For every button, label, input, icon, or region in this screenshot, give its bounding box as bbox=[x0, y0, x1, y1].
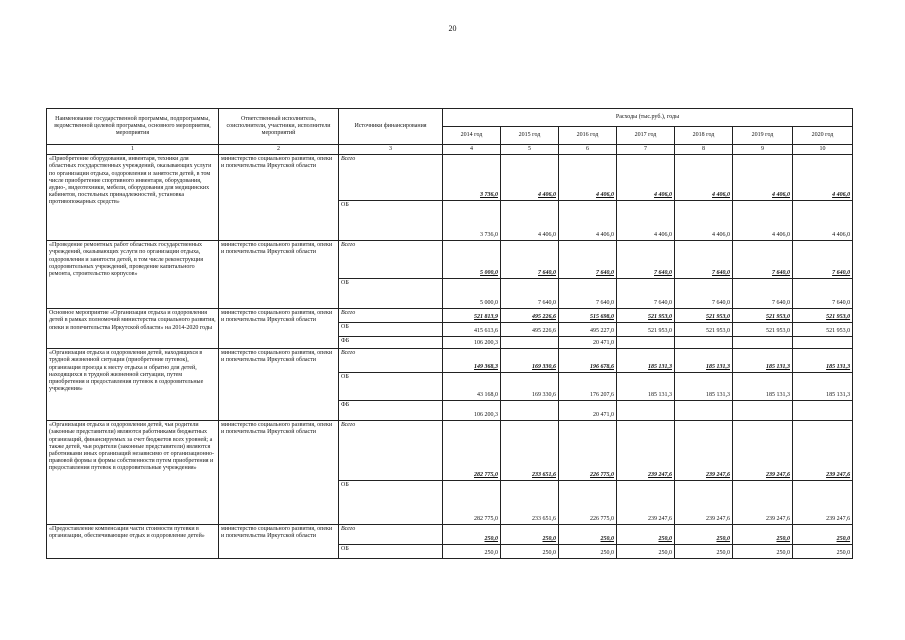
column-number: 3 bbox=[339, 145, 443, 155]
header-year: 2016 год bbox=[559, 127, 617, 145]
header-year: 2017 год bbox=[617, 127, 675, 145]
amount-cell: 7 640,0 bbox=[733, 279, 793, 309]
amount-cell: 4 406,0 bbox=[675, 155, 733, 201]
table-row bbox=[47, 525, 853, 545]
funding-source: Всего bbox=[339, 525, 443, 545]
amount-cell: 4 406,0 bbox=[675, 201, 733, 241]
amount-cell: 239 247,6 bbox=[617, 481, 675, 525]
amount-cell: 250,0 bbox=[733, 545, 793, 559]
amount-cell: 7 640,0 bbox=[793, 279, 853, 309]
activity-name: «Приобретение оборудования, инвентаря, техники для областных государственных учреждений, оказывающих услуги по организации отдыха, оздоровления и занятости детей, в том числе приобретение спортивного инвентаря, оборудования, аудио-, видеотехники, мебели, оборудования для медицинских кабинетов, постельных принадлежностей, установка противопожарных средств» bbox=[47, 155, 219, 241]
funding-source: ОБ bbox=[339, 323, 443, 337]
amount-cell: 20 471,0 bbox=[559, 401, 617, 421]
amount-cell: 7 640,0 bbox=[617, 241, 675, 279]
amount-cell: 250,0 bbox=[617, 525, 675, 545]
amount-cell: 250,0 bbox=[443, 525, 501, 545]
table-row bbox=[47, 349, 853, 373]
amount-cell: 149 368,3 bbox=[443, 349, 501, 373]
amount-cell: 106 200,3 bbox=[443, 401, 501, 421]
responsible-executor: министерство социального развития, опеки и попечительства Иркутской области bbox=[219, 525, 339, 559]
amount-cell: 495 227,0 bbox=[559, 323, 617, 337]
amount-cell bbox=[617, 337, 675, 349]
amount-cell: 7 640,0 bbox=[559, 279, 617, 309]
amount-cell: 239 247,6 bbox=[793, 421, 853, 481]
amount-cell: 4 406,0 bbox=[501, 201, 559, 241]
page-number: 20 bbox=[448, 24, 457, 33]
amount-cell: 495 226,6 bbox=[501, 309, 559, 323]
amount-cell: 7 640,0 bbox=[793, 241, 853, 279]
amount-cell: 4 406,0 bbox=[793, 155, 853, 201]
amount-cell: 185 131,3 bbox=[733, 373, 793, 401]
amount-cell: 7 640,0 bbox=[501, 241, 559, 279]
funding-source: ОБ bbox=[339, 279, 443, 309]
amount-cell: 4 406,0 bbox=[617, 201, 675, 241]
amount-cell: 3 736,0 bbox=[443, 201, 501, 241]
table-row bbox=[47, 241, 853, 279]
amount-cell: 250,0 bbox=[617, 545, 675, 559]
activity-name: Основное мероприятие «Организация отдыха и оздоровления детей в рамках полномочий министерства социального развития, опеки и попечительства Иркутской области» на 2014-2020 годы bbox=[47, 309, 219, 349]
amount-cell: 226 775,0 bbox=[559, 481, 617, 525]
funding-source: ОБ bbox=[339, 201, 443, 241]
funding-source: Всего bbox=[339, 241, 443, 279]
amount-cell: 250,0 bbox=[501, 545, 559, 559]
column-number: 10 bbox=[793, 145, 853, 155]
amount-cell: 4 406,0 bbox=[559, 155, 617, 201]
funding-source: Всего bbox=[339, 349, 443, 373]
amount-cell: 169 330,6 bbox=[501, 349, 559, 373]
header-name: Наименование государственной программы, подпрограммы, ведомственной целевой программы, основного мероприятия, мероприятия bbox=[47, 109, 219, 145]
amount-cell: 282 775,0 bbox=[443, 481, 501, 525]
amount-cell: 3 736,0 bbox=[443, 155, 501, 201]
amount-cell: 185 131,3 bbox=[675, 349, 733, 373]
amount-cell: 239 247,6 bbox=[733, 421, 793, 481]
amount-cell: 7 640,0 bbox=[675, 279, 733, 309]
column-number: 6 bbox=[559, 145, 617, 155]
funding-source: ОБ bbox=[339, 545, 443, 559]
amount-cell: 185 131,3 bbox=[793, 373, 853, 401]
amount-cell: 7 640,0 bbox=[559, 241, 617, 279]
funding-source: Всего bbox=[339, 421, 443, 481]
amount-cell: 250,0 bbox=[733, 525, 793, 545]
amount-cell: 4 406,0 bbox=[733, 155, 793, 201]
amount-cell: 250,0 bbox=[443, 545, 501, 559]
amount-cell: 521 953,0 bbox=[617, 323, 675, 337]
amount-cell bbox=[675, 337, 733, 349]
amount-cell: 43 168,0 bbox=[443, 373, 501, 401]
table-row bbox=[47, 155, 853, 201]
amount-cell: 521 813,9 bbox=[443, 309, 501, 323]
amount-cell: 250,0 bbox=[793, 525, 853, 545]
amount-cell bbox=[501, 337, 559, 349]
amount-cell: 250,0 bbox=[793, 545, 853, 559]
amount-cell: 4 406,0 bbox=[617, 155, 675, 201]
amount-cell: 521 953,0 bbox=[733, 309, 793, 323]
column-number: 4 bbox=[443, 145, 501, 155]
amount-cell: 239 247,6 bbox=[793, 481, 853, 525]
responsible-executor: министерство социального развития, опеки и попечительства Иркутской области bbox=[219, 241, 339, 309]
amount-cell bbox=[793, 401, 853, 421]
header-year: 2014 год bbox=[443, 127, 501, 145]
amount-cell: 250,0 bbox=[501, 525, 559, 545]
amount-cell: 185 131,3 bbox=[617, 373, 675, 401]
activity-name: «Предоставление компенсации части стоимости путевки в организации, обеспечивающие отдых и оздоровление детей» bbox=[47, 525, 219, 559]
amount-cell: 233 651,6 bbox=[501, 421, 559, 481]
amount-cell: 415 613,6 bbox=[443, 323, 501, 337]
amount-cell bbox=[733, 337, 793, 349]
header-year: 2020 год bbox=[793, 127, 853, 145]
amount-cell: 4 406,0 bbox=[793, 201, 853, 241]
amount-cell: 176 207,6 bbox=[559, 373, 617, 401]
amount-cell bbox=[675, 401, 733, 421]
funding-source: ФБ bbox=[339, 401, 443, 421]
amount-cell: 521 953,0 bbox=[733, 323, 793, 337]
column-number: 5 bbox=[501, 145, 559, 155]
amount-cell: 521 953,0 bbox=[617, 309, 675, 323]
amount-cell: 226 775,0 bbox=[559, 421, 617, 481]
amount-cell bbox=[793, 337, 853, 349]
header-year: 2018 год bbox=[675, 127, 733, 145]
column-number: 8 bbox=[675, 145, 733, 155]
budget-table bbox=[46, 108, 853, 559]
activity-name: «Организация отдыха и оздоровления детей, чьи родители (законные представители) являются работниками бюджетных организаций, финансируемых за счет бюджетов всех уровней; а также детей, чьи родители (законные представители) являются работниками иных организаций независимо от организационно-правовой формы и формы собственности путем приобретения и предоставления путевок в оздоровительные учреждения» bbox=[47, 421, 219, 525]
funding-source: ОБ bbox=[339, 373, 443, 401]
header-sources: Источники финансирования bbox=[339, 109, 443, 145]
responsible-executor: министерство социального развития, опеки и попечительства Иркутской области bbox=[219, 309, 339, 349]
amount-cell: 7 640,0 bbox=[675, 241, 733, 279]
amount-cell: 7 640,0 bbox=[617, 279, 675, 309]
amount-cell: 250,0 bbox=[675, 545, 733, 559]
amount-cell: 521 953,0 bbox=[793, 309, 853, 323]
amount-cell bbox=[617, 401, 675, 421]
amount-cell: 7 640,0 bbox=[733, 241, 793, 279]
responsible-executor: министерство социального развития, опеки и попечительства Иркутской области bbox=[219, 155, 339, 241]
responsible-executor: министерство социального развития, опеки и попечительства Иркутской области bbox=[219, 421, 339, 525]
header-year: 2015 год bbox=[501, 127, 559, 145]
amount-cell: 185 131,3 bbox=[617, 349, 675, 373]
amount-cell: 521 953,0 bbox=[675, 323, 733, 337]
amount-cell: 185 131,3 bbox=[793, 349, 853, 373]
amount-cell: 185 131,3 bbox=[675, 373, 733, 401]
funding-source: Всего bbox=[339, 309, 443, 323]
amount-cell: 495 226,6 bbox=[501, 323, 559, 337]
amount-cell: 239 247,6 bbox=[617, 421, 675, 481]
amount-cell: 185 131,3 bbox=[733, 349, 793, 373]
amount-cell: 7 640,0 bbox=[501, 279, 559, 309]
column-number: 9 bbox=[733, 145, 793, 155]
amount-cell: 515 698,0 bbox=[559, 309, 617, 323]
amount-cell: 250,0 bbox=[559, 545, 617, 559]
amount-cell bbox=[733, 401, 793, 421]
amount-cell: 4 406,0 bbox=[501, 155, 559, 201]
table-row bbox=[47, 309, 853, 323]
header-responsible: Ответственный исполнитель, соисполнители, участники, исполнители мероприятий bbox=[219, 109, 339, 145]
amount-cell: 106 200,3 bbox=[443, 337, 501, 349]
column-number: 2 bbox=[219, 145, 339, 155]
amount-cell: 196 678,6 bbox=[559, 349, 617, 373]
amount-cell: 250,0 bbox=[675, 525, 733, 545]
activity-name: «Проведение ремонтных работ областных государственных учреждений, оказывающих услуги по организации отдыха, оздоровления и занятости детей, в том числе реконструкция оздоровительных учреждений, проведение капитального ремонта, строительство корпусов» bbox=[47, 241, 219, 309]
amount-cell: 5 000,0 bbox=[443, 279, 501, 309]
funding-source: ОБ bbox=[339, 481, 443, 525]
amount-cell: 521 953,0 bbox=[793, 323, 853, 337]
funding-source: Всего bbox=[339, 155, 443, 201]
amount-cell: 250,0 bbox=[559, 525, 617, 545]
header-expenses: Расходы (тыс.руб.), годы bbox=[443, 109, 853, 127]
amount-cell: 169 330,6 bbox=[501, 373, 559, 401]
funding-source: ФБ bbox=[339, 337, 443, 349]
amount-cell: 233 651,6 bbox=[501, 481, 559, 525]
amount-cell bbox=[501, 401, 559, 421]
amount-cell: 282 775,0 bbox=[443, 421, 501, 481]
amount-cell: 239 247,6 bbox=[675, 481, 733, 525]
amount-cell: 4 406,0 bbox=[733, 201, 793, 241]
amount-cell: 4 406,0 bbox=[559, 201, 617, 241]
column-number: 1 bbox=[47, 145, 219, 155]
amount-cell: 20 471,0 bbox=[559, 337, 617, 349]
amount-cell: 521 953,0 bbox=[675, 309, 733, 323]
activity-name: «Организация отдыха и оздоровления детей, находящихся в трудной жизненной ситуации (приобретение путевок), организация проезда к месту отдыха и обратно для детей, находящихся в трудной жизненной ситуации, путем приобретения и предоставления путевок в оздоровительные учреждения» bbox=[47, 349, 219, 421]
amount-cell: 5 000,0 bbox=[443, 241, 501, 279]
table-row bbox=[47, 421, 853, 481]
amount-cell: 239 247,6 bbox=[733, 481, 793, 525]
header-year: 2019 год bbox=[733, 127, 793, 145]
amount-cell: 239 247,6 bbox=[675, 421, 733, 481]
responsible-executor: министерство социального развития, опеки и попечительства Иркутской области bbox=[219, 349, 339, 421]
column-number: 7 bbox=[617, 145, 675, 155]
